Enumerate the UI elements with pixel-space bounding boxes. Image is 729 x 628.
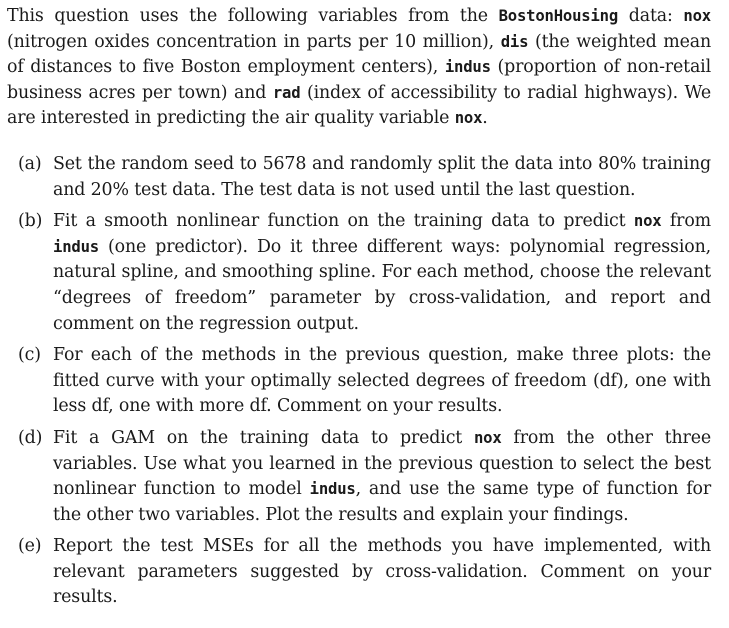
question-item-e [7,534,711,611]
question-list [7,152,711,611]
intro-text: . [482,108,488,129]
variable-nox: nox [454,109,483,128]
intro-text: (the weighted mean of distances to five Boston employment centers), [7,31,711,78]
variable-rad: rad [272,83,301,102]
dataset-name: BostonHousing [498,7,619,25]
item-marker: (b) [18,211,43,232]
item-text: Fit a smooth nonlinear function on the training data to predict [53,211,634,232]
question-item-b [7,209,711,337]
variable-indus: indus [309,480,356,499]
question-item-a [7,152,711,203]
item-marker: (c) [18,345,41,366]
variable-nox: nox [473,428,502,447]
intro-text: data: [618,6,684,26]
question-item-d [7,426,711,528]
question-item-c [7,343,711,420]
variable-nox: nox [633,212,662,231]
item-text: from [661,211,711,232]
variable-dis: dis [500,32,529,51]
variable-nox: nox [683,7,711,25]
item-text: (one predictor). Do it three different ways: polynomial regression, natural spline, and smoothing spline. For each method, choose the relevant “degrees of freedom” parameter by cross-validation, and report and comment on the regression output. [53,236,711,334]
item-text: Set the random seed to 5678 and randomly split the data into 80% training and 20% test data. The test data is not used until the last question. [53,153,711,200]
item-marker: (d) [18,427,43,448]
intro-text: (index of accessibility to radial highways). We are interested in predicting the air quality variable [7,82,711,129]
item-text: from the other three variables. Use what you learned in the previous question to select the best nonlinear function to model [53,427,711,500]
item-marker: (a) [18,153,42,174]
item-text: Fit a GAM on the training data to predict [53,427,474,448]
intro-text: (proportion of non-retail business acres per town) and [7,57,711,103]
variable-indus: indus [444,58,491,77]
intro-paragraph [7,4,711,132]
variable-indus: indus [53,237,99,256]
item-text: For each of the methods in the previous question, make three plots: the fitted curve with your optimally selected degrees of freedom (df), one with less df, one with more df. Comment on your results. [53,345,711,417]
intro-text: (nitrogen oxides concentration in parts per 10 million), [7,31,501,52]
item-marker: (e) [18,536,42,557]
intro-text: This question uses the following variables from the [7,6,499,26]
item-text: , and use the same type of function for the other two variables. Plot the results and explain your findings. [53,479,711,525]
item-text: Report the test MSEs for all the methods you have implemented, with relevant parameters suggested by cross-validation. Comment on your results. [53,536,711,608]
